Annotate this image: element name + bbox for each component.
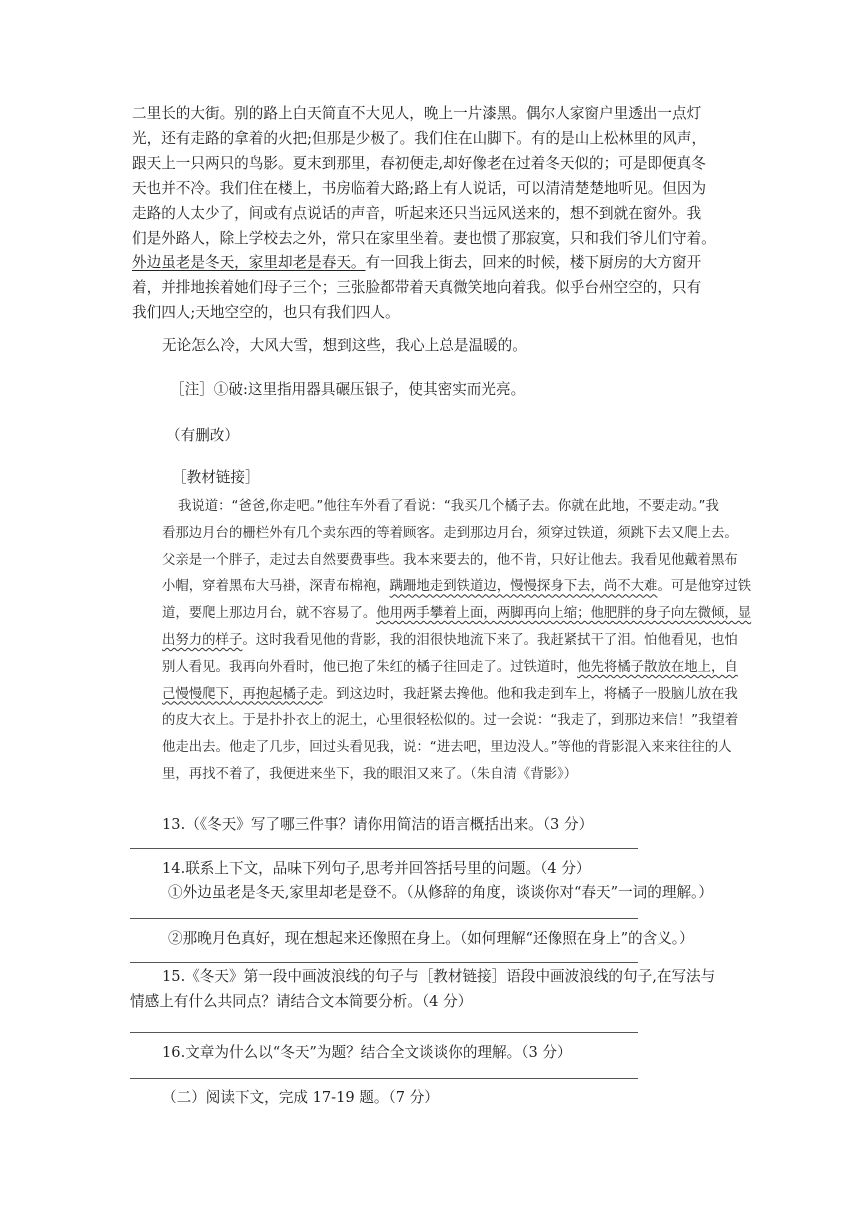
passage-line xyxy=(132,251,744,276)
excerpt-line xyxy=(162,628,738,655)
passage-line-rest: 有一回我上街去，回来的时候，楼下厨房的大方窗开 xyxy=(365,254,702,272)
excerpt-text: 道，要爬上那边月台，就不容易了。 xyxy=(162,606,377,622)
question-14-part-2: ②那晚月色真好，现在想起来还像照在身上。（如何理解“还像照在身上”的含义。） xyxy=(168,930,694,947)
answer-line[interactable] xyxy=(130,1078,638,1079)
textbook-excerpt xyxy=(162,494,752,789)
section-two-heading: （二）阅读下文，完成 17-19 题。（7 分） xyxy=(162,1089,439,1106)
passage-line: 天也并不冷。我们住在楼上，书房临着大路;路上有人说话，可以清清楚楚地听见。但因为 xyxy=(132,179,707,197)
wavy-underline-sentence: 他先将橘子散放在地上，自 xyxy=(577,659,738,675)
question-15-line: 15.《冬天》第一段中画波浪线的句子与［教材链接］语段中画波浪线的句子,在写法与 xyxy=(162,968,716,985)
edited-note: （有删改） xyxy=(166,427,239,444)
excerpt-line: 父亲是一个胖子，走过去自然要费事些。我本来要去的，他不肯，只好让他去。我看见他戴着黑布 xyxy=(162,552,738,568)
excerpt-text: 别人看见。我再向外看时，他已抱了朱红的橘子往回走了。过铁道时， xyxy=(162,659,578,675)
excerpt-text: 小帽，穿着黑布大马褂，深青布棉袍， xyxy=(162,579,390,595)
answer-line[interactable] xyxy=(130,1032,638,1033)
question-15 xyxy=(130,964,752,1014)
excerpt-text: 。这时我看见他的背影，我的泪很快地流下来了。我赶紧拭干了泪。怕他看见，也怕 xyxy=(242,632,738,648)
excerpt-line: 的皮大衣上。于是扑扑衣上的泥土，心里很轻松似的。过一会说：“我走了，到那边来信！”我望着 xyxy=(162,713,739,729)
wavy-underline-sentence: 出努力的样子 xyxy=(162,632,243,648)
question-15-line: 情感上有什么共同点？请结合文本简要分析。（4 分） xyxy=(130,993,473,1010)
excerpt-line xyxy=(162,655,738,682)
underlined-sentence: 外边虽老是冬天，家里却老是春天。 xyxy=(132,254,366,272)
passage-line: 我们四人;天地空空的，也只有我们四人。 xyxy=(132,304,400,322)
wavy-underline-sentence: 他用两手攀着上面，两脚再向上缩；他肥胖的身子向左微倾，显 xyxy=(376,606,752,622)
passage-line: 走路的人太少了，间或有点说话的声音，听起来还只当远风送来的，想不到就在窗外。我 xyxy=(132,204,702,222)
passage-line: 二里长的大街。别的路上白天简直不大见人，晚上一片漆黑。偶尔人家窗户里透出一点灯 xyxy=(132,105,702,122)
passage-line: 跟天上一只两只的鸟影。夏末到那里，春初便走,却好像老在过着冬天似的；可是即便真冬 xyxy=(132,154,706,172)
wavy-underline-sentence: 蹒跚地走到铁道边，慢慢探身下去，尚不大难 xyxy=(389,579,658,595)
question-14-part-1: ①外边虽老是冬天,家里却老是登不。（从修辞的角度，谈谈你对“春天”一词的理解。） xyxy=(168,884,713,901)
excerpt-line xyxy=(162,601,752,628)
excerpt-line: 我说道：“爸爸,你走吧。”他往车外看了看说：“我买几个橘子去。你就在此地，不要走动。”我 xyxy=(178,499,719,514)
answer-line[interactable] xyxy=(130,848,638,849)
passage-line: 着，并排地挨着她们母子三个；三张脸都带着天真微笑地向着我。似乎台州空空的，只有 xyxy=(132,279,702,297)
closing-paragraph: 无论怎么冷，大风大雪，想到这些，我心上总是温暖的。 xyxy=(162,337,527,354)
excerpt-text: 。可是他穿过铁 xyxy=(657,579,752,595)
excerpt-line: 看那边月台的栅栏外有几个卖东西的等着顾客。走到那边月台，须穿过铁道，须跳下去又爬上去。 xyxy=(162,525,738,541)
passage-line: 们是外路人，除上学校去之外，常只在家里坐着。妻也惯了那寂寞，只和我们爷儿们守着。 xyxy=(132,229,716,247)
answer-line[interactable] xyxy=(130,962,638,963)
wavy-underline-sentence: 己慢慢爬下，再抱起橘子走 xyxy=(162,686,323,702)
passage-paragraph xyxy=(132,102,744,326)
excerpt-line xyxy=(162,574,752,601)
excerpt-line xyxy=(162,682,738,709)
excerpt-line: 他走出去。他走了几步，回过头看见我，说：“进去吧，里边没人。”等他的背影混入来来往往的人 xyxy=(162,740,732,756)
question-14: 14.联系上下文，品味下列句子,思考并回答括号里的问题。（4 分） xyxy=(162,860,591,877)
answer-line[interactable] xyxy=(130,918,638,919)
textbook-link-heading: ［教材链接］ xyxy=(172,469,260,486)
question-16: 16.文章为什么以“冬天”为题？结合全文谈谈你的理解。（3 分） xyxy=(162,1044,572,1061)
excerpt-line: 里，再找不着了，我便进来坐下，我的眼泪又来了。（朱自清《背影》） xyxy=(162,766,578,782)
annotation-note: ［注］①破:这里指用器具碾压银子，使其密实而光亮。 xyxy=(170,381,526,398)
excerpt-text: 。到这边时，我赶紧去搀他。他和我走到车上，将橘子一股脑儿放在我 xyxy=(322,686,738,702)
question-13: 13.（《冬天》写了哪三件事？请你用简洁的语言概括出来。（3 分） xyxy=(162,816,594,833)
passage-line: 光，还有走路的拿着的火把;但那是少极了。我们住在山脚下。有的是山上松林里的风声， xyxy=(132,129,707,147)
